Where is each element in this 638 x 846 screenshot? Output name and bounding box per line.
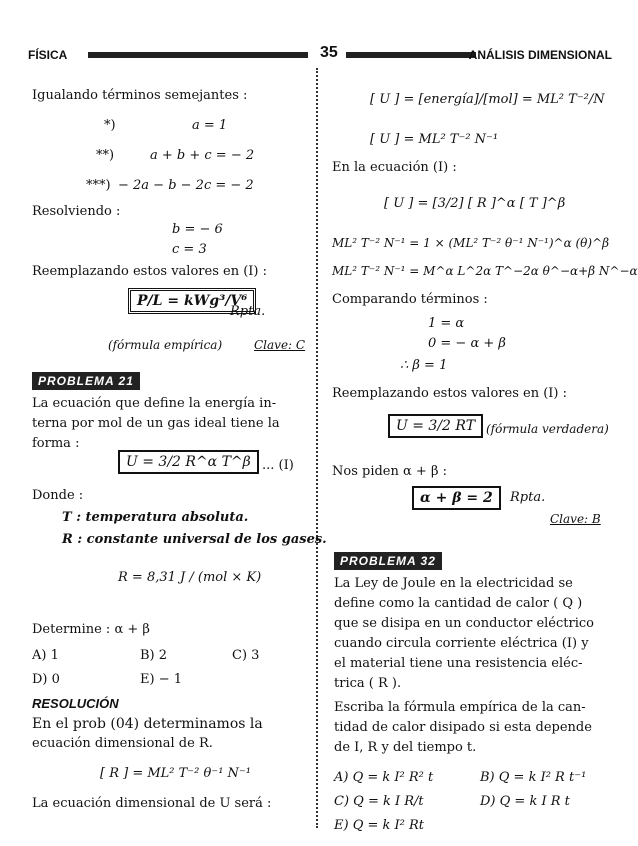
problem-label: PROBLEMA 32	[334, 552, 442, 570]
clave: Clave: C	[254, 338, 306, 352]
equation: 0 = − α + β	[428, 336, 506, 351]
text-line: trica ( R ).	[334, 676, 402, 691]
option: E) − 1	[140, 672, 182, 687]
page-number: 35	[320, 44, 338, 61]
text-line: La ecuación dimensional de U será :	[32, 796, 272, 811]
definition: R : constante universal de los gases.	[62, 532, 327, 547]
equation: [ U ] = ML² T⁻² N⁻¹	[370, 132, 499, 147]
header-bar-right	[346, 52, 476, 58]
eq: a + b + c = − 2	[150, 148, 255, 163]
option: E) Q = k I² Rt	[334, 818, 425, 833]
text-line: ecuación dimensional de R.	[32, 736, 213, 751]
column-divider	[316, 68, 318, 828]
option: D) Q = k I R t	[480, 794, 570, 809]
text-line: En el prob (04) determinamos la	[32, 716, 263, 732]
text-line: En la ecuación (I) :	[332, 160, 457, 175]
text-line: Determine : α + β	[32, 622, 150, 637]
option: A) 1	[32, 648, 59, 663]
page-header	[28, 46, 612, 64]
option: B) 2	[140, 648, 168, 663]
formula-box: U = 3/2 RT	[388, 414, 483, 438]
text-line: cuando circula corriente eléctrica (I) y	[334, 636, 589, 651]
eq-label: *)	[104, 118, 116, 133]
text-line: forma :	[32, 436, 80, 451]
text-line: terna por mol de un gas ideal tiene la	[32, 416, 280, 431]
header-chapter: ANÁLISIS DIMENSIONAL	[468, 48, 612, 62]
rpta: Rpta.	[230, 304, 266, 319]
eq: a = 1	[192, 118, 228, 133]
eq: b = − 6	[172, 222, 223, 237]
answer-box: α + β = 2	[412, 486, 501, 510]
option: C) 3	[232, 648, 260, 663]
text-line: Donde :	[32, 488, 84, 503]
text-line: de I, R y del tiempo t.	[334, 740, 477, 755]
text-line: Nos piden α + β :	[332, 464, 447, 479]
text-line: Escriba la fórmula empírica de la can-	[334, 700, 586, 715]
text-line: La ecuación que define la energía in-	[32, 396, 277, 411]
formula-note: (fórmula verdadera)	[486, 422, 609, 436]
equation: [ R ] = ML² T⁻² θ⁻¹ N⁻¹	[100, 766, 251, 781]
eq: − 2a − b − 2c = − 2	[118, 178, 254, 193]
resolution-heading: RESOLUCIÓN	[32, 696, 119, 711]
clave: Clave: B	[550, 512, 601, 526]
eq: c = 3	[172, 242, 207, 257]
equation: 1 = α	[428, 316, 465, 331]
equation: [ U ] = [energía]/[mol] = ML² T⁻²/N	[370, 92, 605, 107]
problem-label: PROBLEMA 21	[32, 372, 140, 390]
text-line: define como la cantidad de calor ( Q )	[334, 596, 583, 611]
text-line: Reemplazando estos valores en (I) :	[332, 386, 567, 401]
left-line: Reemplazando estos valores en (I) :	[32, 264, 267, 279]
formula-box: P/L = kWg³/V⁶	[128, 288, 256, 314]
text-line: que se disipa en un conductor eléctrico	[334, 616, 594, 631]
equation: [ U ] = [3/2] [ R ]^α [ T ]^β	[384, 196, 566, 211]
text-line: La Ley de Joule en la electricidad se	[334, 576, 573, 591]
left-line: Igualando términos semejantes :	[32, 88, 248, 103]
equation: ∴ β = 1	[400, 358, 448, 373]
equation: ML² T⁻² N⁻¹ = M^α L^2α T^−2α θ^−α+β N^−α	[332, 264, 638, 278]
formula-note: (fórmula empírica)	[108, 338, 223, 352]
text-line: Comparando términos :	[332, 292, 488, 307]
eq-label: **)	[96, 148, 115, 163]
equation: ML² T⁻² N⁻¹ = 1 × (ML² T⁻² θ⁻¹ N⁻¹)^α (θ)^β	[332, 236, 610, 250]
text-line: el material tiene una resistencia eléc-	[334, 656, 583, 671]
text-line: tidad de calor disipado si esta depende	[334, 720, 592, 735]
option: C) Q = k I R/t	[334, 794, 424, 809]
equation-box: U = 3/2 R^α T^β	[118, 450, 259, 474]
option: B) Q = k I² R t⁻¹	[480, 770, 587, 785]
definition: T : temperatura absoluta.	[62, 510, 249, 525]
header-bar-left	[88, 52, 308, 58]
header-subject: FÍSICA	[28, 48, 68, 62]
option: A) Q = k I² R² t	[334, 770, 434, 785]
option: D) 0	[32, 672, 60, 687]
rpta: Rpta.	[510, 490, 546, 505]
eq-label: ***)	[86, 178, 111, 193]
left-line: Resolviendo :	[32, 204, 121, 219]
constant-value: R = 8,31 J / (mol × K)	[118, 570, 262, 585]
eq-ref: ... (I)	[262, 458, 294, 473]
